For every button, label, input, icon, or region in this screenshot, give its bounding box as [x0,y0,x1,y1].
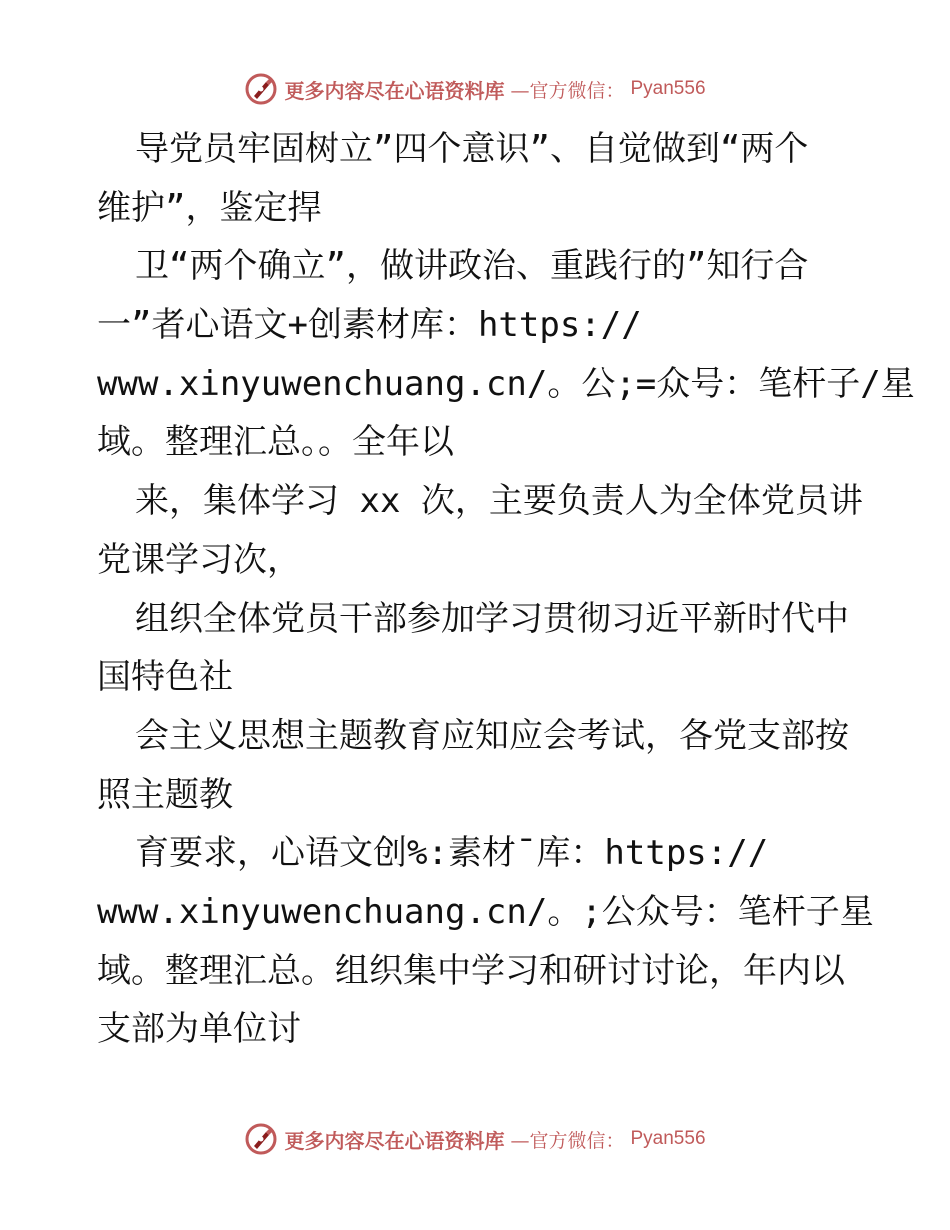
body-line: 导党员牢固树立”四个意识”、自觉做到“两个 [135,129,809,169]
document-body [97,120,915,1059]
body-line: 域。整理汇总。。全年以 [97,422,454,463]
banner-wechat-id: Pyan556 [630,1128,706,1149]
banner-wechat-id: Pyan556 [630,78,706,99]
body-line: www.xinyuwenchuang.cn/。公;=众号：笔杆子/星 [97,363,915,404]
body-line: 支部为单位讨 [97,1009,301,1050]
header-banner [0,72,950,106]
body-line: 来，集体学习 xx 次，主要负责人为全体党员讲 [135,481,863,522]
pen-logo-icon [244,1122,278,1156]
body-line: 维护”，鉴定捍 [97,187,322,228]
body-line: 组织全体党员干部参加学习贯彻习近平新时代中 [135,598,849,639]
body-line: 育要求，心语文创%:素材¯库：https:// [135,833,769,874]
body-line: 会主义思想主题教育应知应会考试，各党支部按 [135,715,849,756]
body-line: 一”者心语文+创素材库：https:// [97,305,642,346]
pen-logo-icon [244,72,278,106]
banner-main-text: 更多内容尽在心语资料库 [284,78,505,103]
body-line: 党课学习次， [97,539,301,580]
banner-main-text: 更多内容尽在心语资料库 [284,1128,505,1153]
banner-wechat-label: —官方微信： [510,79,625,102]
body-line: 域。整理汇总。组织集中学习和研讨讨论，年内以 [97,950,845,991]
footer-banner [0,1122,950,1156]
body-line: 照主题教 [97,774,233,815]
body-line: www.xinyuwenchuang.cn/。;公众号：笔杆子星 [97,891,874,932]
banner-wechat-label: —官方微信： [510,1129,625,1152]
body-line: 卫“两个确立”，做讲政治、重践行的”知行合 [135,246,809,287]
body-line: 国特色社 [97,657,233,698]
